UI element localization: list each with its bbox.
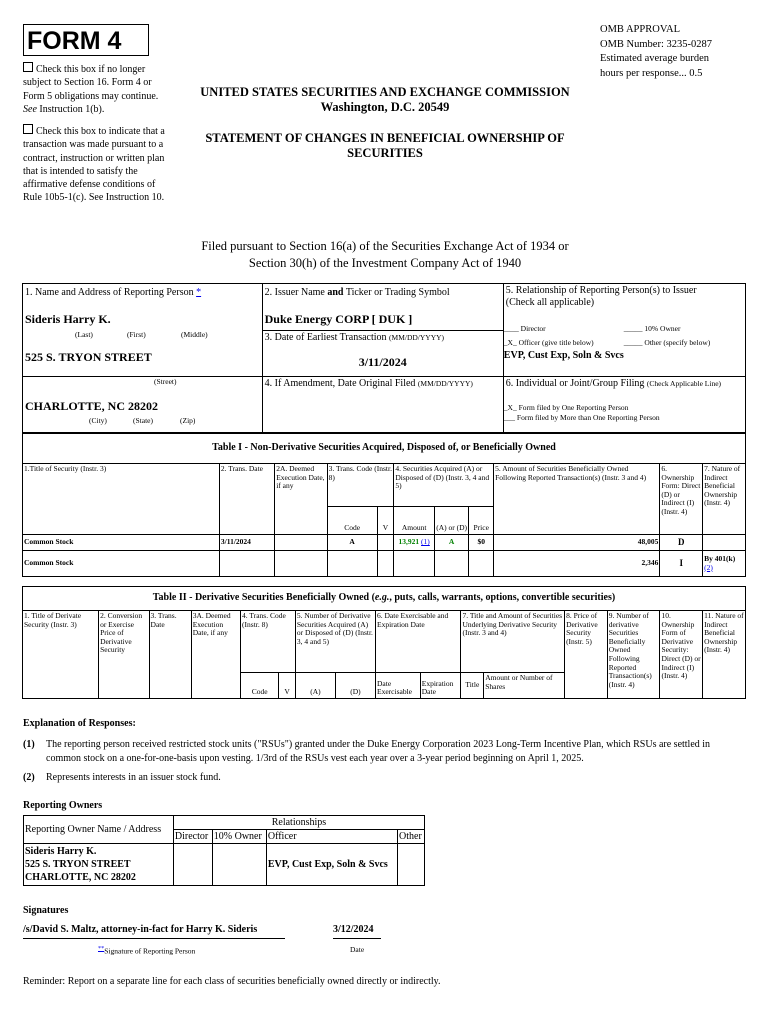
t1-r2-date — [219, 551, 274, 577]
signature-value: /s/David S. Maltz, attorney-in-fact for Harry K. Sideris — [23, 924, 285, 939]
t2-h4: 4. Trans. Code (Instr. 8) — [241, 611, 296, 673]
agency-name: UNITED STATES SECURITIES AND EXCHANGE COMMISSION — [200, 85, 570, 99]
box5-label — [504, 284, 745, 311]
box6-label: 6. Individual or Joint/Group Filing — [505, 378, 645, 389]
omb-line: Estimated average burden — [600, 53, 710, 64]
t2-a: (A) — [295, 673, 335, 699]
t1-r2-deemed — [275, 551, 327, 577]
t2-h2: 2. Conversion or Exercise Price of Derivative Security — [99, 611, 149, 699]
box6-cell — [503, 377, 745, 433]
t2-h8: 8. Price of Derivative Security (Instr. 5) — [565, 611, 608, 699]
table-row — [23, 551, 746, 577]
t2-v: V — [279, 673, 296, 699]
t2-h7: 7. Title and Amount of Securities Underlying Derivative Security (Instr. 3 and 4) — [461, 611, 565, 673]
box1-label-row — [23, 284, 262, 300]
t1-r2-code — [327, 551, 377, 577]
t1-h5: 5. Amount of Securities Beneficially Owned Following Reported Transaction(s) (Instr. 3 and 4) — [494, 464, 660, 535]
signatures-heading: Signatures — [23, 905, 69, 916]
zip-label: (Zip) — [180, 416, 196, 425]
t1-r1-form: D — [660, 535, 703, 551]
t2-date-ex: Date Exercisable — [376, 673, 421, 699]
t1-r1-title: Common Stock — [23, 535, 220, 551]
t1-r2-title: Common Stock — [23, 551, 220, 577]
city-sublabels — [23, 416, 262, 428]
box1-label: 1. Name and Address of Reporting Person — [25, 287, 194, 298]
signature-star-link[interactable]: ** — [98, 945, 105, 952]
box4-cell — [262, 377, 503, 433]
checkbox-section-16-box[interactable] — [23, 62, 33, 72]
t1-amount: Amount — [394, 507, 435, 535]
form-title: FORM 4 — [23, 24, 149, 56]
omb-line: hours per response... 0.5 — [600, 67, 703, 79]
relationship-row-1 — [504, 324, 745, 338]
t1-r1-amount: 13,921 — [398, 537, 420, 547]
checkbox-section-16 — [23, 62, 169, 116]
footnote-star-link[interactable]: * — [196, 287, 202, 298]
box3-label-row — [263, 331, 503, 345]
reporting-info-table — [22, 283, 746, 433]
t1-r1-date: 3/11/2024 — [219, 535, 274, 551]
t2-code: Code — [241, 673, 279, 699]
t1-code: Code — [327, 507, 377, 535]
t2-h3a: 3A. Deemed Execution Date, if any — [191, 611, 240, 699]
omb-approval — [600, 23, 712, 81]
t2-title-col: Title — [461, 673, 484, 699]
box4-label-row — [263, 377, 503, 391]
box3-cell — [262, 331, 503, 377]
signature-label-row — [98, 945, 195, 956]
box6-label-row — [504, 377, 745, 391]
t2-h9: 9. Number of derivative Securities Beneficially Owned Following Reported Transaction(s) (Instr. 4) — [607, 611, 660, 699]
one-person-option[interactable]: _X_ Form filed by One Reporting Person — [503, 403, 629, 412]
t2-title-eg: e.g. — [374, 592, 390, 604]
t1-r2-nature-cell — [703, 551, 746, 577]
more-person-option[interactable]: ___ Form filed by More than One Reporting Person — [503, 413, 660, 422]
ro-other-val — [398, 844, 425, 886]
first-label: (First) — [127, 330, 146, 339]
ro-director: Director — [173, 830, 212, 844]
reporter-city: CHARLOTTE, NC 28202 — [25, 399, 159, 413]
t1-r1-code: A — [327, 535, 377, 551]
t1-r1-aord: A — [434, 535, 468, 551]
reminder-text: Reminder: Report on a separate line for each class of securities beneficially owned directly or indirectly. — [23, 976, 441, 987]
checkbox-10b5-box[interactable] — [23, 124, 33, 134]
ro-col-rel: Relationships — [173, 816, 424, 830]
t1-r2-amount — [394, 551, 435, 577]
t1-r1-deemed — [275, 535, 327, 551]
box2-label-a: 2. Issuer Name — [264, 287, 325, 298]
t2-h1: 1. Title of Derivate Security (Instr. 3) — [23, 611, 99, 699]
ro-col-name: Reporting Owner Name / Address — [24, 816, 174, 844]
t1-r1-price: $0 — [469, 535, 494, 551]
t1-r2-aord — [434, 551, 468, 577]
table-1-title: Table I - Non-Derivative Securities Acquired, Disposed of, or Beneficially Owned — [23, 434, 746, 464]
instruction-text: Instruction 1(b). — [39, 103, 105, 115]
fn2-text: Represents interests in an issuer stock fund. — [46, 772, 221, 783]
ro-owner10: 10% Owner — [212, 830, 266, 844]
officer-option[interactable]: _X_ Officer (give title below) — [503, 338, 594, 347]
box1-cell — [23, 284, 263, 377]
t1-r1-nature — [703, 535, 746, 551]
date-label: Date — [350, 945, 365, 954]
table-1 — [22, 433, 746, 577]
box6-label-small: (Check Applicable Line) — [646, 379, 722, 388]
filed-pursuant — [150, 238, 620, 272]
t2-h10: 10. Ownership Form of Derivative Security: Direct (D) or Indirect (I) (Instr. 4) — [660, 611, 703, 699]
statement-line: STATEMENT OF CHANGES IN BENEFICIAL OWNERSHIP OF — [205, 131, 565, 145]
t2-amt: Amount or Number of Shares — [484, 673, 565, 699]
fn1-text: The reporting person received restricted stock units ("RSUs") granted under the Duke Energy Corporation 2023 Long-Term Incentive Plan, which RSUs are settled in common stock on a one-for-one-basis upon vesting. 1/3rd of the RSUs vest each year over a 3-year period beginning on April 1, 2025. — [46, 739, 711, 764]
t2-d: (D) — [335, 673, 375, 699]
t2-h5: 5. Number of Derivative Securities Acquired (A) or Disposed of (D) (Instr. 3, 4 and 5) — [295, 611, 375, 673]
earliest-date: 3/11/2024 — [358, 355, 407, 369]
footnote-1-link[interactable]: (1) — [421, 537, 430, 547]
filed-line: Section 30(h) of the Investment Company Act of 1940 — [248, 256, 522, 270]
signature-label: Signature of Reporting Person — [104, 946, 196, 956]
t2-title-a: Table II - Derivative Securities Beneficially Owned ( — [152, 592, 375, 604]
t1-v: V — [377, 507, 394, 535]
statement-header — [170, 131, 600, 161]
t1-r1-amount-cell — [394, 535, 435, 551]
table-row — [23, 535, 746, 551]
reporting-owners-heading: Reporting Owners — [23, 800, 103, 811]
t1-r1-owned: 48,005 — [494, 535, 660, 551]
t1-r2-form: I — [660, 551, 703, 577]
name-sublabels — [23, 330, 262, 342]
t1-r2-price — [469, 551, 494, 577]
t1-h1: 1.Title of Security (Instr. 3) — [23, 464, 220, 535]
t2-exp: Expiration Date — [420, 673, 461, 699]
t1-r1-v — [377, 535, 394, 551]
fn2-num: (2) — [23, 772, 35, 783]
owner10-option[interactable]: _____ 10% Owner — [623, 324, 681, 333]
agency-header — [170, 85, 600, 115]
box3-label: 3. Date of Earliest Transaction — [264, 332, 387, 343]
ro-director-val — [173, 844, 212, 886]
box3-format: (MM/DD/YYYY) — [389, 333, 445, 342]
t1-r2-owned: 2,346 — [494, 551, 660, 577]
t1-h2a: 2A. Deemed Execution Date, if any — [275, 464, 327, 535]
t1-h7: 7. Nature of Indirect Beneficial Ownership (Instr. 4) — [703, 464, 746, 535]
box5-cell — [503, 284, 745, 377]
fn1-number — [23, 738, 45, 752]
agency-city: Washington, D.C. 20549 — [320, 100, 450, 114]
relationship-row-2 — [504, 338, 745, 350]
box4-label: 4. If Amendment, Date Original Filed — [264, 378, 416, 389]
city-label: (City) — [89, 416, 107, 425]
fn2-number — [23, 771, 45, 785]
ro-owner-cell — [24, 844, 174, 886]
see-text: See — [23, 103, 37, 115]
statement-line: SECURITIES — [347, 146, 423, 160]
t2-h11: 11. Nature of Indirect Beneficial Ownership (Instr. 4) — [703, 611, 746, 699]
box1-city-cell — [23, 377, 263, 433]
box5-label-1: 5. Relationship of Reporting Person(s) to Issuer — [505, 285, 697, 296]
reporting-owners-table — [23, 815, 425, 886]
middle-label: (Middle) — [181, 330, 208, 339]
box2-label-and: and — [327, 287, 344, 298]
t1-h4: 4. Securities Acquired (A) or Disposed of (D) (Instr. 3, 4 and 5) — [394, 464, 494, 507]
t2-h3: 3. Trans. Date — [149, 611, 191, 699]
table-2-title — [23, 587, 746, 611]
ro-officer: Officer — [266, 830, 397, 844]
box2-cell — [262, 284, 503, 331]
checkbox-10b5 — [23, 124, 169, 205]
box4-format: (MM/DD/YYYY) — [417, 379, 473, 388]
table-row — [24, 844, 425, 886]
footnote-2-link[interactable]: (2) — [704, 562, 713, 572]
t1-r2-v — [377, 551, 394, 577]
omb-line: OMB Number: 3235-0287 — [600, 38, 712, 50]
ro-owner10-val — [212, 844, 266, 886]
reporter-name: Sideris Harry K. — [25, 312, 111, 326]
explanation-heading: Explanation of Responses: — [23, 718, 136, 729]
filed-line: Filed pursuant to Section 16(a) of the Securities Exchange Act of 1934 or — [201, 239, 569, 253]
signature-date: 3/12/2024 — [333, 924, 381, 939]
other-option[interactable]: _____ Other (specify below) — [623, 338, 711, 347]
box2-label-b: Ticker or Trading Symbol — [345, 287, 450, 298]
box5-label-2: (Check all applicable) — [505, 297, 595, 308]
last-label: (Last) — [75, 330, 93, 339]
director-option[interactable]: ____ Director — [503, 324, 546, 333]
officer-title: EVP, Cust Exp, Soln & Svcs — [503, 350, 624, 361]
ro-owner-name: Sideris Harry K. — [25, 846, 97, 857]
ro-owner-street: 525 S. TRYON STREET — [25, 859, 131, 870]
reporter-street: 525 S. TRYON STREET — [25, 350, 152, 364]
t2-h6: 6. Date Exercisable and Expiration Date — [376, 611, 461, 673]
t2-title-b: , puts, calls, warrants, options, convertible securities) — [389, 592, 616, 604]
t1-h6: 6. Ownership Form: Direct (D) or Indirect (I) (Instr. 4) — [660, 464, 703, 535]
ro-other: Other — [398, 830, 425, 844]
t1-aord: (A) or (D) — [434, 507, 468, 535]
omb-line: OMB APPROVAL — [600, 24, 681, 35]
fn1-num: (1) — [23, 739, 35, 750]
t1-h3: 3. Trans. Code (Instr. 8) — [327, 464, 394, 507]
t1-h2: 2. Trans. Date — [219, 464, 274, 535]
t1-r2-nature: By 401(k) — [704, 553, 736, 563]
table-2 — [22, 586, 746, 699]
t1-price: Price — [469, 507, 494, 535]
street-label: (Street) — [154, 377, 177, 386]
box2-label — [263, 284, 503, 300]
checkbox-section-16-label: Check this box if no longer subject to Section 16. Form 4 or Form 5 obligations may continue. — [23, 64, 159, 102]
issuer-name: Duke Energy CORP [ DUK ] — [264, 312, 413, 326]
state-label: (State) — [133, 416, 153, 425]
ro-owner-city: CHARLOTTE, NC 28202 — [25, 872, 136, 883]
checkbox-10b5-label: Check this box to indicate that a transaction was made pursuant to a contract, instruction or written plan that is intended to satisfy the affirmative defense conditions of Rule 10b5-1(c). See Instruction 10. — [23, 126, 165, 204]
ro-officer-val: EVP, Cust Exp, Soln & Svcs — [266, 844, 397, 886]
